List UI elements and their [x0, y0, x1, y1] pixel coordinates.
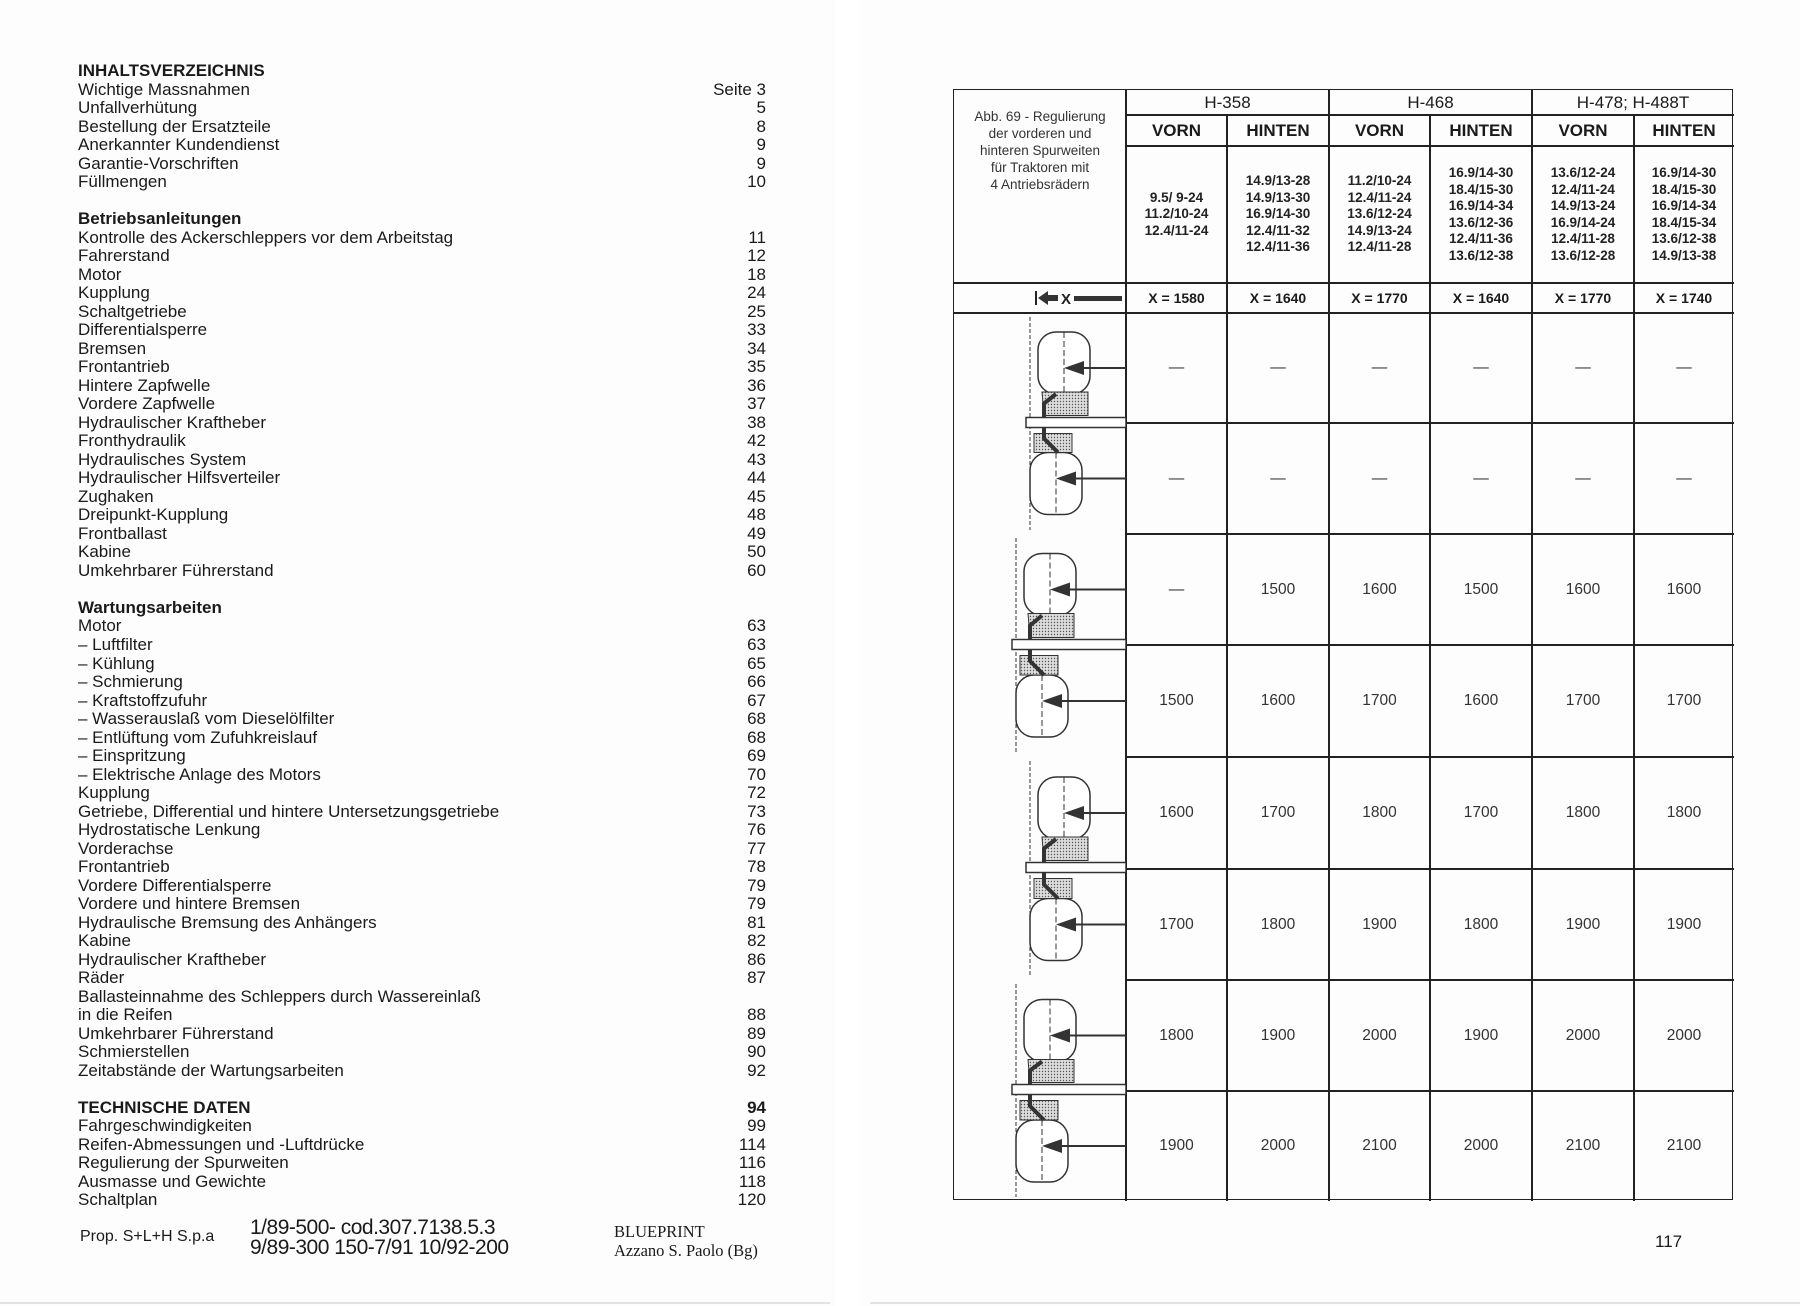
toc-entry: [78, 506, 766, 525]
toc-entry: [78, 81, 766, 100]
toc-entry-title: Füllmengen: [78, 172, 167, 192]
toc-entry-page: 24: [747, 283, 766, 303]
toc-entry-title: Getriebe, Differential und hintere Untersetzungsgetriebe: [78, 801, 500, 821]
toc-entry-title: Hydraulischer Kraftheber: [78, 949, 267, 969]
toc-entry: [78, 636, 766, 655]
toc-entry-title: – Wasserauslaß vom Dieselölfilter: [78, 709, 335, 729]
toc-entry: [78, 1136, 766, 1155]
tire-sizes: 16.9/14-30 18.4/15-30 16.9/14-34 18.4/15-34 13.6/12-38 14.9/13-38: [1651, 165, 1717, 263]
toc-entry-page: 12: [747, 246, 766, 266]
toc-entry: [78, 340, 766, 359]
toc-entry: [78, 192, 766, 211]
track-width-value: —: [1473, 469, 1489, 487]
toc-entry-title: Schmierstellen: [78, 1042, 190, 1062]
wheel-offset-diagram-icon: [954, 757, 1126, 980]
toc-entry-page: 92: [747, 1060, 766, 1080]
track-width-value: 2000: [1666, 1026, 1702, 1044]
toc-section-heading: [78, 599, 766, 618]
toc-entry: [78, 1062, 766, 1081]
track-width-value: 1600: [1666, 580, 1702, 598]
toc-entry-title: Zeitabstände der Wartungsarbeiten: [78, 1060, 344, 1080]
toc-entry: [78, 247, 766, 266]
toc-entry-title: Ausmasse und Gewichte: [78, 1171, 267, 1191]
toc-entry-title: – Kraftstoffzufuhr: [78, 690, 208, 710]
toc-entry: [78, 914, 766, 933]
toc-entry-title: Hydraulischer Hilfsverteiler: [78, 468, 281, 488]
tractor-model-header: H-468: [1407, 92, 1454, 112]
toc-entry-title: Umkehrbarer Führerstand: [78, 1023, 274, 1043]
toc-entry-page: 34: [747, 338, 766, 358]
toc-entry-title: Schaltplan: [78, 1190, 158, 1210]
track-width-value: 2000: [1463, 1137, 1499, 1154]
track-width-value: 2100: [1362, 1137, 1397, 1154]
track-width-value: —: [1575, 359, 1591, 376]
toc-entry-title: Wartungsarbeiten: [78, 597, 222, 617]
toc-entry: [78, 284, 766, 303]
toc-entry: [78, 803, 766, 822]
toc-entry: [78, 1025, 766, 1044]
page-number: 117: [1655, 1232, 1683, 1251]
track-width-value: 2000: [1362, 1026, 1397, 1044]
toc-entry-page: 9: [756, 135, 766, 155]
x-dimension-arrow-icon: [954, 283, 1126, 313]
toc-entry-page: 18: [747, 264, 766, 284]
toc-entry-page: 120: [737, 1190, 766, 1210]
track-width-value: 1700: [1260, 804, 1296, 821]
toc-entry: [78, 358, 766, 377]
x-dimension: X = 1640: [1452, 290, 1510, 306]
toc-entry: [78, 895, 766, 914]
toc-entry: [78, 655, 766, 674]
track-width-value: 1700: [1666, 692, 1702, 709]
tire-sizes: 16.9/14-30 18.4/15-30 16.9/14-34 13.6/12-36 12.4/11-36 13.6/12-38: [1448, 165, 1514, 263]
toc-entry-page: 114: [738, 1134, 766, 1154]
toc-entry: [78, 155, 766, 174]
toc-entry-title: Frontantrieb: [78, 357, 170, 377]
front-axle-header: VORN: [1354, 120, 1405, 140]
track-width-table: [953, 89, 1733, 1200]
toc-entry: [78, 395, 766, 414]
toc-entry: [78, 1043, 766, 1062]
toc-entry: [78, 377, 766, 396]
toc-entry-page: 11: [748, 227, 766, 247]
toc-entry-page: 67: [747, 690, 766, 710]
track-width-value: 1900: [1463, 1026, 1499, 1044]
track-width-value: 1800: [1463, 915, 1499, 933]
toc-entry-page: 99: [747, 1116, 766, 1136]
track-width-value: 1800: [1565, 804, 1601, 821]
tire-sizes: 9.5/ 9-24 11.2/10-24 12.4/11-24: [1144, 189, 1209, 238]
track-width-value: 1700: [1159, 915, 1194, 933]
toc-entry-title: Schaltgetriebe: [78, 301, 187, 321]
track-width-value: 1600: [1260, 692, 1296, 709]
toc-entry-page: 116: [738, 1153, 766, 1173]
toc-entry-title: Kupplung: [78, 283, 150, 303]
toc-entry: [78, 562, 766, 581]
toc-entry: [78, 840, 766, 859]
toc-entry: [78, 321, 766, 340]
track-width-value: —: [1371, 359, 1388, 376]
toc-entry-page: 10: [747, 172, 766, 192]
codes-line-2: 9/89-300 150-7/91 10/92-200: [250, 1236, 509, 1259]
toc-entry-page: 38: [747, 412, 766, 432]
toc-entry: [78, 525, 766, 544]
track-width-value: —: [1270, 469, 1286, 487]
toc-entry-title: – Schmierung: [78, 672, 183, 692]
x-dimension: X = 1580: [1148, 290, 1205, 306]
toc-entry-title: Unfallverhütung: [78, 98, 198, 118]
toc-entry: [78, 432, 766, 451]
toc-entry: [78, 173, 766, 192]
toc-entry-title: – Kühlung: [78, 653, 155, 673]
track-width-value: 1800: [1666, 804, 1702, 821]
toc-entry-page: 45: [747, 486, 766, 506]
track-width-value: 2000: [1565, 1026, 1601, 1044]
toc-entry-page: 68: [747, 727, 766, 747]
toc-entry: [78, 488, 766, 507]
toc-entry: [78, 118, 766, 137]
toc-entry: [78, 580, 766, 599]
toc-entry-page: 82: [747, 931, 766, 951]
toc-entry-title: Kabine: [78, 931, 131, 951]
toc-entry: [78, 784, 766, 803]
toc-entry: [78, 729, 766, 748]
page-edge: [0, 1302, 830, 1304]
toc-entry-title: Reifen-Abmessungen und -Luftdrücke: [78, 1134, 365, 1154]
toc-entry-page: 79: [747, 894, 766, 914]
toc-entry-page: 63: [747, 634, 766, 654]
toc-entry-title: Betriebsanleitungen: [78, 209, 242, 229]
track-width-value: 1800: [1260, 915, 1296, 933]
toc-entry: [78, 1006, 766, 1025]
toc-entry-page: 118: [738, 1171, 766, 1191]
toc-entry-page: 69: [747, 746, 766, 766]
toc-entry-page: 33: [747, 320, 766, 340]
toc-entry-title: Vorderachse: [78, 838, 174, 858]
toc-entry: [78, 1154, 766, 1173]
toc-entry-page: 90: [747, 1042, 766, 1062]
toc-entry-page: 88: [747, 1005, 766, 1025]
toc-entry-page: 48: [747, 505, 766, 525]
toc-entry-page: 43: [747, 449, 766, 469]
toc-entry-page: 89: [747, 1023, 766, 1043]
toc-entry-page: 77: [747, 838, 766, 858]
page-edge: [870, 1302, 1800, 1304]
tire-sizes: 14.9/13-28 14.9/13-30 16.9/14-30 12.4/11-32 12.4/11-36: [1245, 173, 1311, 255]
toc-entry-title: Hydrostatische Lenkung: [78, 820, 261, 840]
toc-entry: [78, 469, 766, 488]
toc-entry: [78, 692, 766, 711]
toc-entry-title: – Entlüftung vom Zufuhkreislauf: [78, 727, 318, 747]
toc-entry-page: 79: [747, 875, 766, 895]
toc-entry: [78, 1117, 766, 1136]
footer-print-codes: [250, 1218, 509, 1258]
toc-entry: [78, 303, 766, 322]
tire-sizes: 11.2/10-24 12.4/11-24 13.6/12-24 14.9/13-24 12.4/11-28: [1347, 173, 1412, 255]
toc-entry-page: 50: [747, 542, 766, 562]
rear-axle-header: HINTEN: [1449, 120, 1513, 140]
toc-entry: [78, 988, 766, 1007]
track-width-value: 1500: [1260, 580, 1296, 598]
track-width-value: 1900: [1666, 915, 1702, 933]
toc-entry-page: 68: [747, 709, 766, 729]
printer-location: Azzano S. Paolo (Bg): [614, 1241, 758, 1260]
toc-entry: [78, 266, 766, 285]
track-width-value: 1600: [1362, 580, 1397, 598]
track-width-value: 1600: [1463, 692, 1499, 709]
toc-entry-title: Zughaken: [78, 486, 154, 506]
toc-entry-page: 35: [747, 357, 766, 377]
toc-entry-title: Kupplung: [78, 783, 150, 803]
toc-entry-title: Motor: [78, 264, 122, 284]
toc-entry-title: Bremsen: [78, 338, 147, 358]
toc-entry-title: Fronthydraulik: [78, 431, 186, 451]
toc-section-heading: [78, 62, 766, 81]
toc-entry-page: 5: [756, 98, 766, 118]
toc-entry-title: Wichtige Massnahmen: [78, 79, 250, 99]
toc-entry-page: 70: [747, 764, 766, 784]
toc-entry: [78, 710, 766, 729]
x-dimension: X = 1640: [1249, 290, 1307, 306]
toc-entry: [78, 932, 766, 951]
toc-entry-page: 37: [747, 394, 766, 414]
toc-entry-title: Bestellung der Ersatzteile: [78, 116, 271, 136]
toc-entry: [78, 821, 766, 840]
track-width-value: 2100: [1565, 1137, 1601, 1154]
toc-entry-title: Frontballast: [78, 523, 167, 543]
track-width-value: —: [1270, 359, 1286, 376]
printer-name: BLUEPRINT: [614, 1222, 705, 1241]
toc-entry: [78, 1080, 766, 1099]
toc-entry-title: Vordere und hintere Bremsen: [78, 894, 301, 914]
track-width-value: 1800: [1362, 804, 1397, 821]
toc-entry-title: Kontrolle des Ackerschleppers vor dem Arbeitstag: [78, 227, 454, 247]
toc-entry-page: 66: [747, 672, 766, 692]
track-width-value: 1900: [1159, 1137, 1194, 1154]
toc-entry: [78, 99, 766, 118]
toc-entry-page: 44: [747, 468, 766, 488]
toc-entry-page: 81: [747, 912, 766, 932]
track-width-value: 1900: [1260, 1026, 1296, 1044]
toc-entry-title: Vordere Zapfwelle: [78, 394, 216, 414]
toc-entry-page: 65: [747, 653, 766, 673]
track-width-value: 1800: [1159, 1026, 1194, 1044]
front-axle-header: VORN: [1151, 120, 1202, 140]
track-width-value: 1700: [1565, 692, 1601, 709]
toc-entry-title: Hydraulische Bremsung des Anhängers: [78, 912, 377, 932]
front-axle-header: VORN: [1558, 120, 1608, 140]
toc-entry: [78, 673, 766, 692]
toc-entry: [78, 1191, 766, 1210]
footer-proprietor: Prop. S+L+H S.p.a: [80, 1228, 215, 1245]
toc-entry: [78, 229, 766, 248]
toc-entry: [78, 543, 766, 562]
rear-axle-header: HINTEN: [1246, 120, 1310, 140]
table-of-contents: [78, 62, 766, 1210]
toc-entry-page: 94: [747, 1097, 766, 1117]
toc-entry-title: Ballasteinnahme des Schleppers durch Wassereinlaß: [78, 986, 481, 1006]
toc-entry-title: Hydraulischer Kraftheber: [78, 412, 267, 432]
track-width-value: 1600: [1565, 580, 1601, 598]
toc-section-heading: [78, 210, 766, 229]
toc-entry-title: Fahrerstand: [78, 246, 170, 266]
track-width-value: —: [1676, 359, 1692, 376]
toc-entry-title: Regulierung der Spurweiten: [78, 1153, 289, 1173]
wheel-offset-diagram-icon: [954, 980, 1126, 1201]
toc-entry-page: 9: [756, 153, 766, 173]
toc-entry-title: INHALTSVERZEICHNIS: [78, 61, 265, 80]
toc-entry: [78, 877, 766, 896]
tractor-model-header: H-358: [1204, 92, 1251, 112]
track-width-value: —: [1473, 359, 1489, 376]
toc-entry-page: 73: [747, 801, 766, 821]
toc-entry-title: – Einspritzung: [78, 746, 186, 766]
x-label: X: [1061, 291, 1072, 308]
toc-entry-page: 49: [747, 523, 766, 543]
codes-line-1: 1/89-500- cod.307.7138.5.3: [250, 1216, 496, 1239]
toc-entry: [78, 969, 766, 988]
toc-entry-title: Garantie-Vorschriften: [78, 153, 239, 173]
x-dimension: X = 1770: [1554, 290, 1612, 306]
toc-entry: [78, 451, 766, 470]
track-width-value: 1700: [1463, 804, 1499, 821]
track-width-value: —: [1371, 469, 1388, 487]
toc-entry-page: 63: [747, 616, 766, 636]
track-width-value: —: [1168, 359, 1185, 376]
toc-entry-page: 86: [747, 949, 766, 969]
left-page: [0, 0, 835, 1306]
toc-entry-page: 8: [756, 116, 766, 136]
track-width-value: —: [1575, 469, 1591, 487]
toc-entry: [78, 766, 766, 785]
track-width-value: 2000: [1260, 1137, 1296, 1154]
toc-entry-page: 72: [747, 783, 766, 803]
tire-sizes: 13.6/12-24 12.4/11-24 14.9/13-24 16.9/14-24 12.4/11-28 13.6/12-28: [1550, 165, 1616, 263]
rear-axle-header: HINTEN: [1652, 120, 1716, 140]
toc-entry-title: Hydraulisches System: [78, 449, 247, 469]
track-width-value: 1500: [1159, 692, 1194, 709]
toc-entry-page: 36: [747, 375, 766, 395]
toc-entry-title: Differentialsperre: [78, 320, 208, 340]
toc-entry-title: Anerkannter Kundendienst: [78, 135, 280, 155]
toc-entry: [78, 617, 766, 636]
toc-entry-page: 25: [747, 301, 766, 321]
toc-entry: [78, 136, 766, 155]
track-width-value: 1500: [1463, 580, 1499, 598]
toc-section-heading: [78, 1099, 766, 1118]
toc-entry-title: Dreipunkt-Kupplung: [78, 505, 229, 525]
toc-entry-title: Kabine: [78, 542, 131, 562]
toc-entry: [78, 747, 766, 766]
toc-entry-page: 60: [747, 560, 766, 580]
x-dimension: X = 1740: [1655, 290, 1713, 306]
toc-entry-page: 78: [747, 857, 766, 877]
track-width-value: —: [1676, 469, 1692, 487]
toc-entry-title: Räder: [78, 968, 125, 988]
tractor-model-header: H-478; H-488T: [1576, 92, 1690, 112]
x-dimension: X = 1770: [1351, 290, 1408, 306]
toc-entry-title: – Luftfilter: [78, 634, 153, 654]
track-width-value: 1900: [1565, 915, 1601, 933]
track-width-value: —: [1168, 469, 1185, 487]
toc-entry-title: Vordere Differentialsperre: [78, 875, 272, 895]
wheel-offset-diagram-icon: [954, 534, 1126, 757]
toc-entry: [78, 1173, 766, 1192]
toc-entry-title: Hintere Zapfwelle: [78, 375, 211, 395]
toc-entry-title: TECHNISCHE DATEN: [78, 1097, 251, 1117]
toc-entry: [78, 414, 766, 433]
toc-entry-title: Fahrgeschwindigkeiten: [78, 1116, 252, 1136]
track-width-value: 1700: [1362, 692, 1397, 709]
toc-entry-page: 76: [747, 820, 766, 840]
wheel-offset-diagram-icon: [954, 313, 1126, 534]
track-width-value: —: [1168, 580, 1185, 598]
track-width-value: 2100: [1666, 1137, 1702, 1154]
toc-entry-title: Umkehrbarer Führerstand: [78, 560, 274, 580]
toc-entry-page: Seite 3: [713, 79, 766, 99]
toc-entry-title: Motor: [78, 616, 122, 636]
track-width-value: 1600: [1159, 804, 1194, 821]
footer-printer: [614, 1222, 758, 1260]
toc-entry-title: Frontantrieb: [78, 857, 170, 877]
toc-entry-page: 87: [747, 968, 766, 988]
toc-entry-title: in die Reifen: [78, 1005, 173, 1025]
track-width-value: 1900: [1362, 915, 1397, 933]
toc-entry: [78, 858, 766, 877]
toc-entry: [78, 951, 766, 970]
toc-entry-title: – Elektrische Anlage des Motors: [78, 764, 321, 784]
toc-entry-page: 42: [747, 431, 766, 451]
figure-caption: Abb. 69 - Regulierung der vorderen und hinteren Spurweiten für Traktoren mit 4 Antriebsrädern: [974, 109, 1106, 192]
